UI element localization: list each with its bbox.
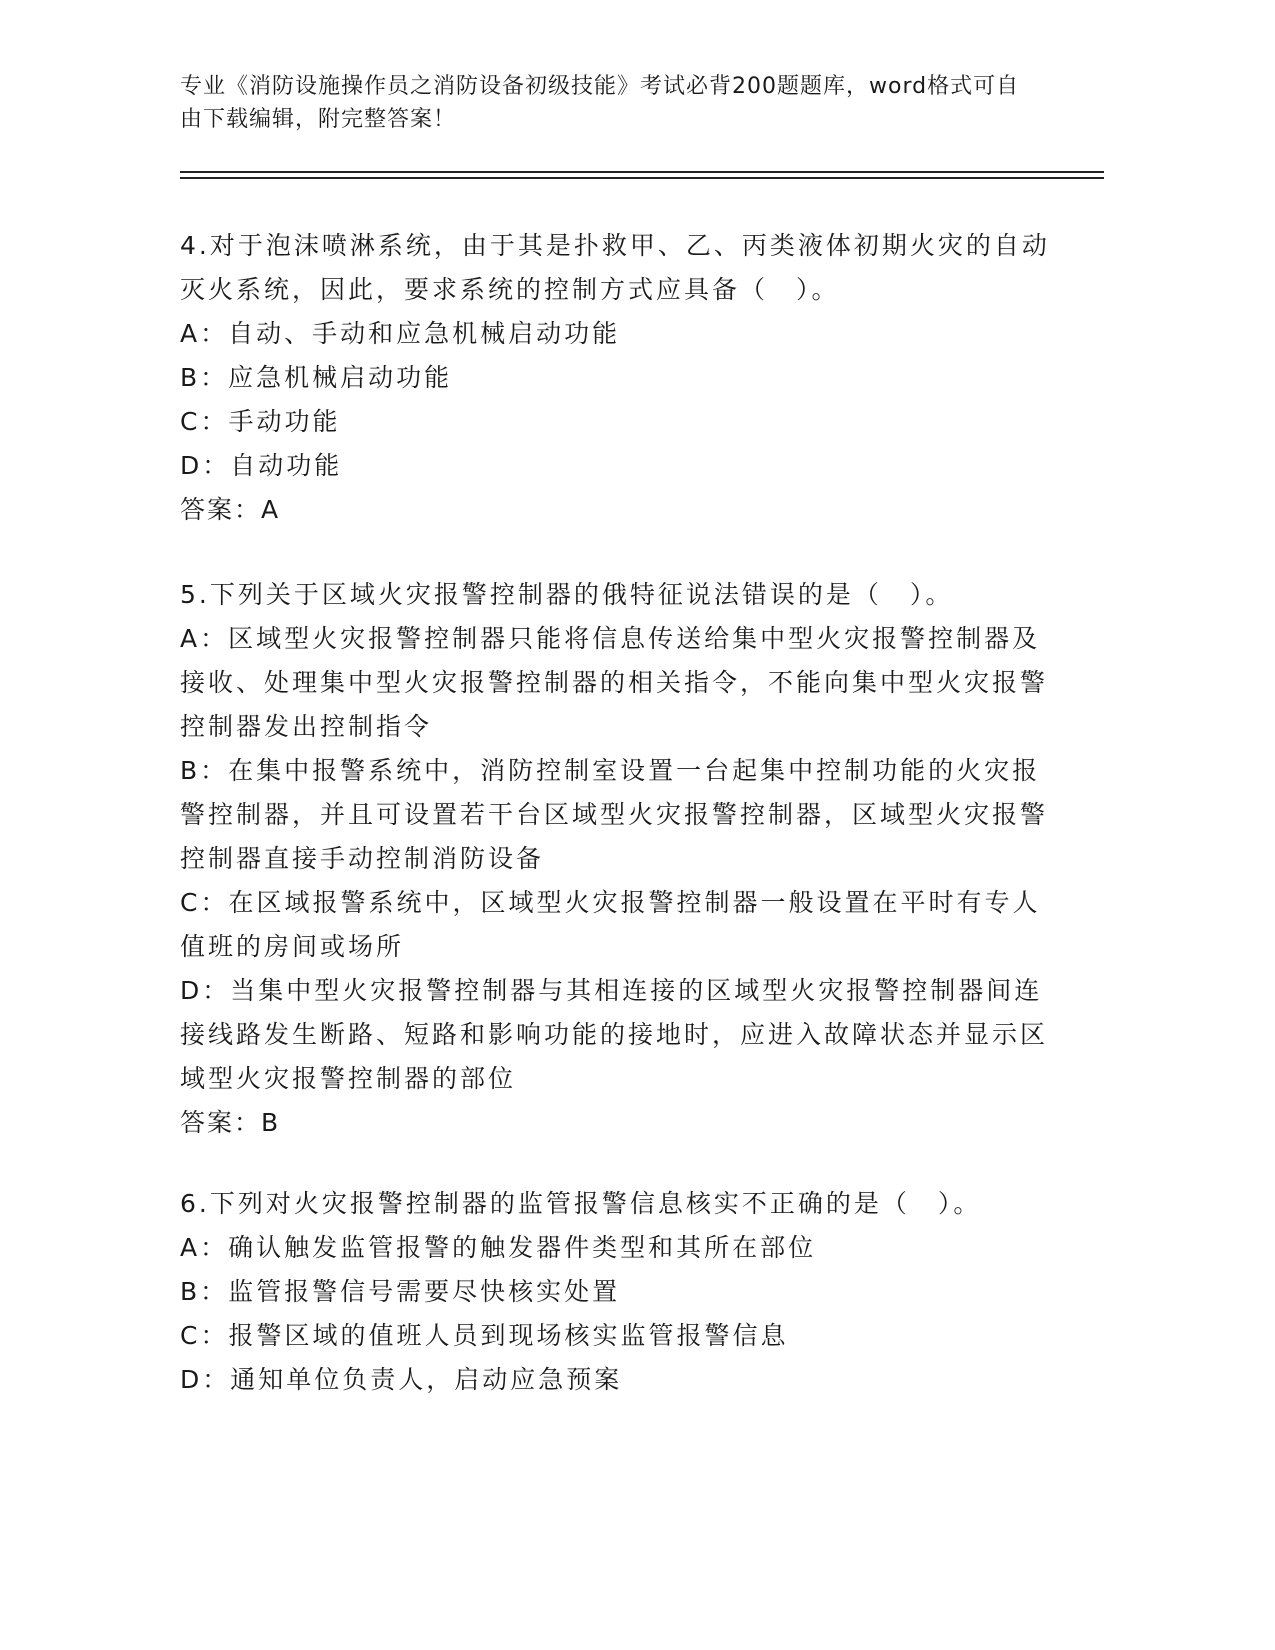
question-stem: 5.下列关于区域火灾报警控制器的俄特征说法错误的是（ ）。 [180, 580, 954, 609]
option-d: D：自动功能 [180, 451, 343, 480]
header-divider-top [180, 171, 1104, 173]
answer-line: 答案：B [180, 1108, 281, 1137]
option-d: D：当集中型火灾报警控制器与其相连接的区域型火灾报警控制器间连接线路发生断路、短路和影响功能的接地时，应进入故障状态并显示区域型火灾报警控制器的部位 [180, 976, 1049, 1093]
option-c: C：在区域报警系统中，区域型火灾报警控制器一般设置在平时有专人值班的房间或场所 [180, 888, 1041, 961]
option-b: B：监管报警信号需要尽快核实处置 [180, 1277, 621, 1306]
header-divider-bottom [180, 177, 1104, 179]
question-6 [180, 1182, 1050, 1402]
question-stem: 6.下列对火灾报警控制器的监管报警信息核实不正确的是（ ）。 [180, 1189, 982, 1218]
option-c: C：报警区域的值班人员到现场核实监管报警信息 [180, 1321, 789, 1350]
question-4 [180, 224, 1050, 532]
question-5 [180, 573, 1050, 1145]
option-b: B：应急机械启动功能 [180, 363, 453, 392]
option-a: A：确认触发监管报警的触发器件类型和其所在部位 [180, 1233, 817, 1262]
document-header: 专业《消防设施操作员之消防设备初级技能》考试必背200题题库，word格式可自由下载编辑，附完整答案！ [180, 74, 1020, 132]
answer-line: 答案：A [180, 495, 281, 524]
question-stem: 4.对于泡沫喷淋系统，由于其是扑救甲、乙、丙类液体初期火灾的自动灭火系统，因此，要求系统的控制方式应具备（ ）。 [180, 231, 1050, 304]
option-b: B：在集中报警系统中，消防控制室设置一台起集中控制功能的火灾报警控制器，并且可设置若干台区域型火灾报警控制器，区域型火灾报警控制器直接手动控制消防设备 [180, 756, 1049, 873]
option-c: C：手动功能 [180, 407, 341, 436]
option-a: A：自动、手动和应急机械启动功能 [180, 319, 621, 348]
option-a: A：区域型火灾报警控制器只能将信息传送给集中型火灾报警控制器及接收、处理集中型火灾报警控制器的相关指令，不能向集中型火灾报警控制器发出控制指令 [180, 624, 1049, 741]
option-d: D：通知单位负责人，启动应急预案 [180, 1365, 623, 1394]
